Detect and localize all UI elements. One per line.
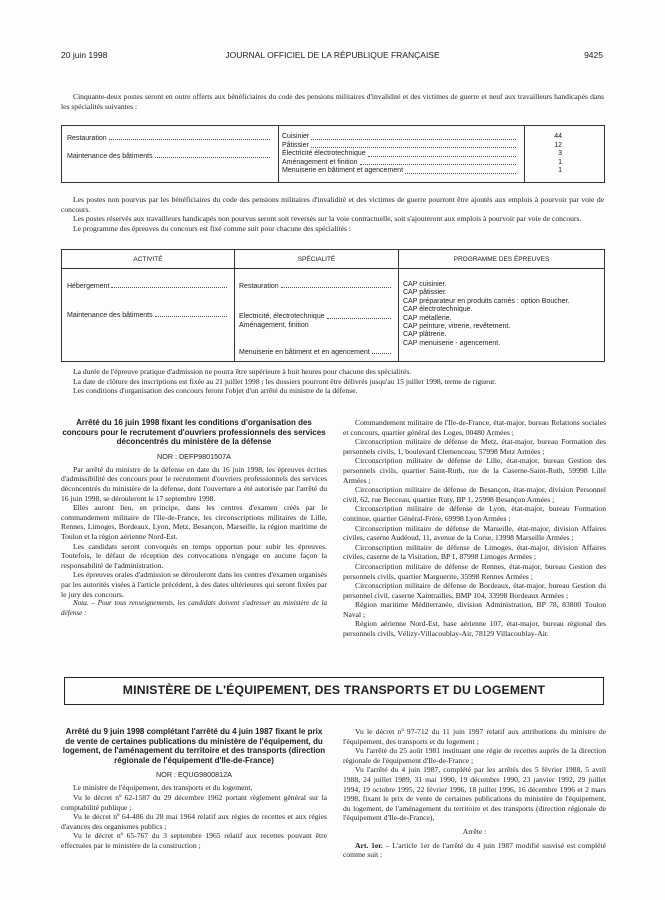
address-item: Commandement militaire de l'Ile-de-France, état-major, bureau Relations sociales et concours, quartier général des Loges, 00480 Armées ; — [343, 418, 606, 437]
postes-value: 1 — [558, 158, 562, 166]
specialite-column — [282, 133, 518, 176]
list-item: CAP pâtissier. — [403, 289, 447, 297]
list-item: CAP électrotechnique. — [403, 306, 473, 314]
paragraph: Le ministre de l'équipement, des transports et du logement, — [73, 783, 253, 793]
paragraphs-block — [61, 367, 604, 396]
journal-title: JOURNAL OFFICIEL DE LA RÉPUBLIQUE FRANÇAISE — [225, 50, 440, 60]
ministry-banner: MINISTÈRE DE L'ÉQUIPEMENT, DES TRANSPORTS ET DU LOGEMENT — [64, 677, 604, 705]
postes-column — [532, 133, 562, 176]
arrete-title: Arrêté du 9 juin 1998 complétant l'arrêté du 4 juin 1987 fixant le prix de vente de certaines publications du ministère de l'équipement, du logement, de l'aménagement du territoire et des transports (direction régionale de l'équipement d'Ile-de-France) — [62, 727, 326, 765]
address-item: Région aérienne Nord-Est, base aérienne 107, état-major, bureau régional des personnels civils, Vélizy-Villacoublay-Air, 78129 Villacoublay-Air. — [343, 619, 606, 639]
table-row: Restauration — [239, 283, 393, 290]
address-item: Circonscription militaire de défense de Besançon, état-major, division Personnel civil, 62, rue Becceau, quartier Ruty, BP 1, 25998 Besançon Armées ; — [343, 485, 606, 504]
list-item: CAP menuiserie - agencement. — [403, 339, 501, 347]
paragraph: Vu le décret nº 97-712 du 11 juin 1997 relatif aux attributions du ministre de l'équipement, des transports et du logement ; — [343, 727, 606, 746]
address-item: Région maritime Méditerranée, division Administration, BP 78, 83800 Toulon Naval ; — [343, 600, 606, 619]
table-divider — [62, 268, 604, 269]
table-divider — [234, 250, 235, 361]
table-row: Menuiserie en bâtiment et en agencement — [239, 349, 393, 356]
table-divider — [278, 126, 279, 182]
paragraph: Le programme des épreuves du concours est fixé comme suit pour chacune des spécialités : — [73, 223, 351, 233]
intro-paragraph: Cinquante-deux postes seront en outre offerts aux bénéficiaires du code des pensions militaires d'invalidité et des victimes de guerre et neuf aux travailleurs handicapés dans les spécialités suivantes : — [61, 92, 604, 111]
paragraph: Les conditions d'organisation des concours feront l'objet d'un arrêté du ministre de la défense. — [73, 386, 358, 396]
list-item: CAP préparateur en produits carnés : option Boucher. — [403, 297, 570, 305]
address-item: Circonscription militaire de défense de Lyon, état-major, bureau Formation continue, quartier Général-Frère, 69998 Lyon Armées ; — [343, 504, 606, 523]
address-item: Circonscription militaire de défense de Marseille, état-major, division Affaires civiles, caserne Audéoud, 11, avenue de la Corse, 13998 Marseille Armées ; — [343, 523, 606, 543]
table-divider — [398, 250, 399, 361]
list-item: CAP plâtrerie. — [403, 331, 447, 339]
programme-table — [61, 249, 605, 362]
header-specialite: SPÉCIALITÉ — [297, 256, 336, 263]
postes-value: 3 — [558, 150, 562, 158]
address-item: Circonscription militaire de défense de Rennes, état-major, bureau Gestion des personnels civils, quartier Marguerite, 35998 Rennes Armées ; — [343, 561, 606, 581]
address-item: Circonscription militaire de défense de Limoges, état-major, division Affaires civiles, caserne de la Visitation, BP 1, 87998 Limoges Armées ; — [343, 542, 606, 562]
header-activite: ACTIVITÉ — [133, 256, 163, 263]
paragraph: Vu le décret nº 65-767 du 3 septembre 1965 relatif aux recettes pouvant être effectuées par le ministère de la construction ; — [61, 831, 327, 850]
paragraph: Vu l'arrêté du 25 août 1981 instituant une régie de recettes auprès de la direction régionale de l'équipement d'Ile-de-France ; — [343, 746, 606, 765]
list-item: CAP métallerie. — [403, 314, 452, 322]
nor-reference: NOR : EQUG9800812A — [156, 770, 232, 780]
paragraph: Les postes réservés aux travailleurs handicapés non pourvus seront soit reversés sur la voie contractuelle, soit s'ajouteront aux emplois à pourvoir par voie de concours. — [73, 214, 582, 224]
address-item: Circonscription militaire de défense de Metz, état-major, bureau Formation des personnels civils, 1, boulevard Clemenceau, 57998 Metz Armées ; — [343, 437, 606, 456]
list-item: CAP peinture, vitrerie, revêtement. — [403, 323, 511, 331]
arrete-defense-left — [61, 418, 327, 618]
table-row: Maintenance des bâtiments — [67, 312, 229, 319]
paragraph: La date de clôture des inscriptions est fixée au 21 juillet 1998 ; les dossiers pourront être délivrés jusqu'au 15 juillet 1998, terme de rigueur. — [73, 376, 497, 386]
paragraph: Les épreuves orales d'admission se dérouleront dans les centres d'examen organisés par les autorités visées à l'article précédent, à des dates ultérieures qui seront fixées par le jury des concours. — [61, 570, 327, 599]
paragraph: Les candidats seront convoqués en temps opportun pour subir les épreuves. Toutefois, le défaut de réception des convocations n'engage en aucune façon la responsabilité de l'administration. — [61, 541, 327, 570]
table-row — [67, 135, 272, 142]
list-item: Aménagement et finition — [282, 159, 518, 168]
paragraph: Vu l'arrêté du 4 juin 1987, complété par les arrêtés des 5 février 1988, 5 avril 1988, 24 juillet 1989, 31 mai 1990, 19 décembre 1990, 23 janvier 1992, 29 juillet 1994, 19 octobre 1995, 22 février 1996, 18 juillet 1996, 16 décembre 1996 et 2 mars 1998, fixant le prix de vente de certaines publications du ministère de l'équipement, du logement, de l'aménagement du territoire et des transports (direction régionale de l'équipement d'Ile-de-France), — [343, 765, 606, 823]
list-item: Pâtissier — [282, 142, 518, 151]
paragraphs-block — [61, 195, 604, 233]
paragraph: Les postes non pourvus par les bénéficiaires du code des pensions militaires d'invalidité et des victimes de guerre pourront être ajoutés aux emplois à pourvoir par voie de concours. — [61, 195, 604, 214]
table-row: Electricité, électrotechnique Aménagement, finition — [239, 312, 393, 330]
article-label: Art. 1er. — [355, 840, 383, 850]
address-item: Circonscription militaire de défense de Bordeaux, état-major, bureau Gestion du personnel civil, caserne Xaintrailles, BMP 104, 33998 Bordeaux Armées ; — [343, 581, 606, 600]
article-text: – L'article 1er de l'arrêté du 4 juin 1987 modifié susvisé est complété comme suit : — [343, 840, 607, 860]
arrete-equipement-left — [61, 727, 327, 851]
activite-cell: Maintenance des bâtiments — [67, 153, 153, 160]
paragraph: Vu le décret nº 62-1587 du 29 décembre 1962 portant règlement général sur la comptabilité publique ; — [61, 792, 327, 812]
address-item: Circonscription militaire de défense de Lille, état-major, bureau Gestion des personnels civils, quartier Saint-Ruth, rue de la Caserne-Saint-Ruth, 59998 Lille Armées ; — [343, 456, 606, 485]
postes-value: 1 — [558, 167, 562, 175]
table-divider — [524, 126, 525, 182]
page-number: 9425 — [584, 50, 603, 60]
paragraph: Elles auront lieu, en principe, dans les centres d'examen créés par le commandement militaire de l'Ile-de-France, les circonscriptions militaires de Lille, Rennes, Limoges, Bordeaux, Lyon, Metz, Besançon, Marseille, la région maritime de Toulon et la région aérienne Nord-Est. — [61, 503, 327, 541]
postes-value: 12 — [554, 141, 562, 149]
activite-cell: Restauration — [67, 135, 107, 142]
page-date: 20 juin 1998 — [61, 50, 108, 60]
postes-value: 44 — [554, 133, 562, 140]
list-item: Menuiserie en bâtiment et agencement — [282, 167, 518, 176]
paragraph: Par arrêté du ministre de la défense en date du 16 juin 1998, les épreuves écrites d'admissibilité des concours pour le recrutement d'ouvriers professionnels des services déconcentrés du ministère de la défense, dont l'ouverture a été autorisée par l'arrêté du 16 juin 1998, se dérouleront le 17 septembre 1998. — [61, 464, 327, 503]
nor-reference: NOR : DEFP9801507A — [157, 451, 231, 461]
header-programme: PROGRAMME DES ÉPREUVES — [453, 256, 550, 263]
arrete-equipement-right — [343, 727, 606, 860]
arrete-title: Arrêté du 16 juin 1998 fixant les conditions d'organisation des concours pour le recrutement d'ouvriers professionnels des services déconcentrés du ministère de la défense — [62, 418, 326, 447]
article-paragraph — [343, 841, 606, 860]
arrete-defense-right — [343, 418, 606, 639]
programme-list — [403, 281, 601, 348]
list-item: Cuisinier — [282, 133, 518, 142]
postes-table — [61, 125, 605, 183]
paragraph: La durée de l'épreuve pratique d'admission ne pourra être supérieure à huit heures pour chacune des spécialités. — [73, 367, 412, 376]
arrete-label: Arrête : — [462, 826, 487, 836]
paragraph: Vu le décret nº 64-486 du 28 mai 1964 relatif aux régies de recettes et aux régies d'avances des organismes publics ; — [61, 812, 327, 831]
table-row — [67, 153, 272, 160]
table-row: Hébergement — [67, 283, 229, 290]
list-item: CAP cuisinier. — [403, 281, 447, 288]
list-item: Électricité électrotechnique — [282, 150, 518, 159]
nota-paragraph: Nota. – Pour tous renseignements, les candidats doivent s'adresser au ministère de la défense : — [61, 599, 327, 617]
